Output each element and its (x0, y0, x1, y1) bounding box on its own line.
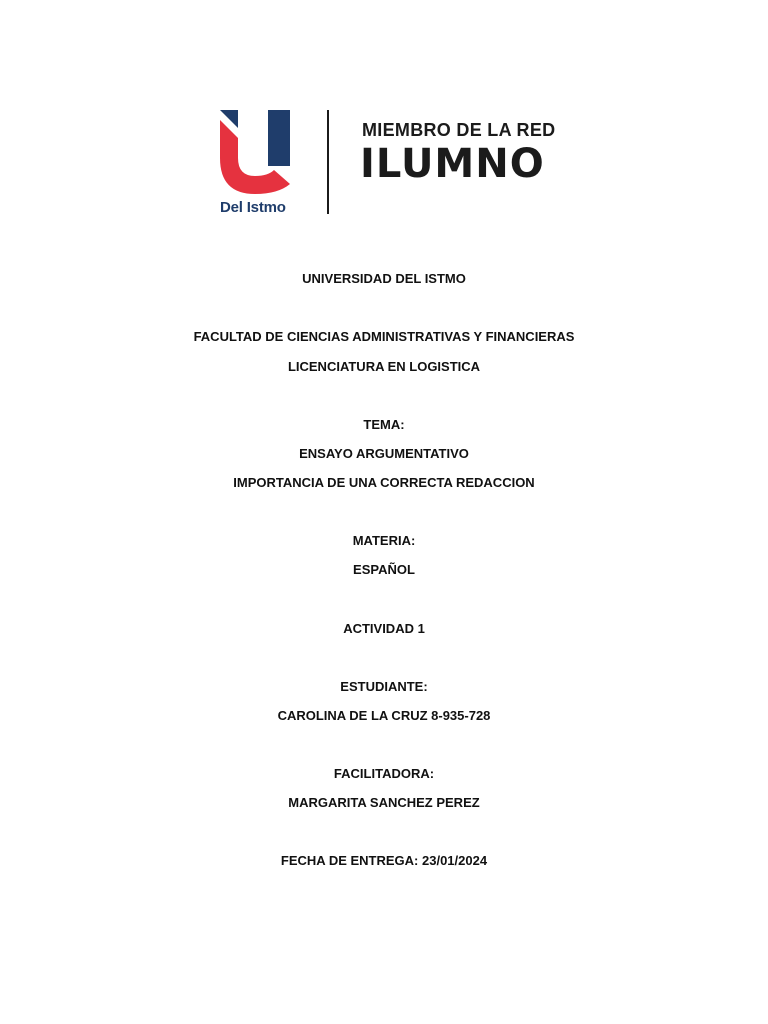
topic-line-1: ENSAYO ARGUMENTATIVO (299, 446, 469, 461)
universidad-del-istmo-logo-icon (216, 106, 296, 196)
topic-line-2: IMPORTANCIA DE UNA CORRECTA REDACCION (233, 475, 535, 490)
subject-label: MATERIA: (352, 533, 416, 548)
degree-name: LICENCIATURA EN LOGISTICA (287, 359, 481, 374)
facilitator-value: MARGARITA SANCHEZ PEREZ (288, 795, 480, 810)
delivery-date: FECHA DE ENTREGA: 23/01/2024 (280, 853, 488, 868)
student-label: ESTUDIANTE: (340, 679, 428, 694)
subject-value: ESPAÑOL (353, 562, 415, 577)
logo-divider (327, 110, 329, 214)
student-value: CAROLINA DE LA CRUZ 8-935-728 (277, 708, 491, 723)
university-name: UNIVERSIDAD DEL ISTMO (302, 271, 466, 286)
network-member-text: MIEMBRO DE LA RED (362, 120, 556, 140)
logo-area (216, 106, 556, 218)
facilitator-label: FACILITADORA: (333, 766, 435, 781)
activity-title: ACTIVIDAD 1 (343, 621, 425, 636)
faculty-name: FACULTAD DE CIENCIAS ADMINISTRATIVAS Y FINANCIERAS (193, 329, 575, 344)
topic-label: TEMA: (363, 417, 405, 432)
ilumno-wordmark: ILUMNO (360, 141, 545, 187)
logo-caption: Del Istmo (220, 199, 286, 216)
